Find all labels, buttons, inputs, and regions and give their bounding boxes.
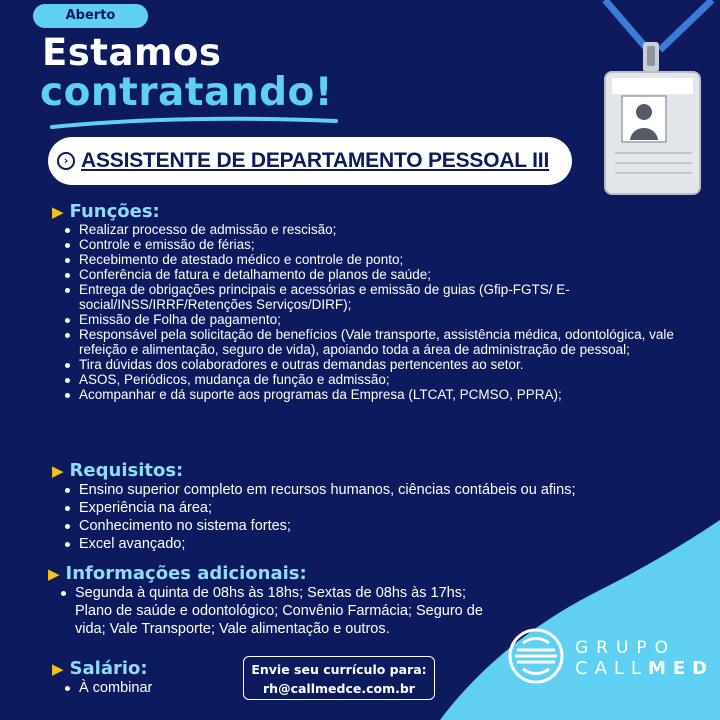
list-item: Entrega de obrigações principais e acessórias e emissão de guias (Gfip-FGTS/ E-social/INSS/IRRF/Retenções Serviços/DIRF);: [62, 282, 682, 312]
salary-title: Salário:: [69, 658, 148, 679]
title-line-1: Estamos: [42, 31, 222, 74]
list-item: Controle e emissão de férias;: [62, 237, 682, 252]
logo-text-callmed: CALLMED: [575, 658, 715, 679]
chevron-right-icon: ▶: [52, 660, 64, 678]
list-item: À combinar: [62, 679, 232, 697]
status-badge: Aberto: [33, 4, 148, 28]
functions-list: [52, 222, 682, 402]
id-badge-icon: [600, 0, 720, 200]
chevron-right-icon: ▶: [48, 565, 60, 583]
list-item: Responsável pela solicitação de benefícios (Vale transporte, assistência médica, odontológica, vale refeição e alimentação, seguro de vida), apoiando toda a área de administração de pessoal;: [62, 327, 682, 357]
cta-label: Envie seu currículo para:: [251, 662, 427, 677]
cta-email[interactable]: rh@callmedce.com.br: [263, 681, 415, 696]
list-item: ASOS, Periódicos, mudança de função e admissão;: [62, 372, 682, 387]
list-item: Realizar processo de admissão e rescisão;: [62, 222, 682, 237]
callmed-logo-icon: [505, 625, 567, 687]
requirements-list: [52, 481, 692, 553]
requirements-section: [52, 461, 692, 553]
list-item: Tira dúvidas dos colaboradores e outras demandas pertencentes ao setor.: [62, 357, 682, 372]
title-underline-stroke: [50, 115, 340, 131]
additional-list: [48, 584, 488, 638]
additional-info-section: [48, 564, 488, 638]
requirements-title: Requisitos:: [69, 460, 184, 481]
functions-section: [52, 202, 682, 402]
logo-text-group: GRUPO: [575, 638, 677, 658]
list-item: Segunda à quinta de 08hs às 18hs; Sextas de 08hs às 17hs; Plano de saúde e odontológico; Convênio Farmácia; Seguro de vida; Vale Transporte; Vale alimentação e outros.: [58, 584, 488, 638]
list-item: Emissão de Folha de pagamento;: [62, 312, 682, 327]
title-line-2: contratando!: [40, 70, 334, 115]
send-resume-box: [243, 656, 435, 700]
chevron-circle-icon: ›: [57, 152, 75, 170]
list-item: Experiência na área;: [62, 499, 692, 517]
list-item: Acompanhar e dá suporte aos programas da Empresa (LTCAT, PCMSO, PPRA);: [62, 387, 682, 402]
salary-section: [52, 659, 232, 697]
additional-title: Informações adicionais:: [65, 563, 307, 584]
salary-list: [52, 679, 232, 697]
list-item: Conferência de fatura e detalhamento de planos de saúde;: [62, 267, 682, 282]
role-title: ASSISTENTE DE DEPARTAMENTO PESSOAL III: [81, 149, 550, 172]
chevron-right-icon: ▶: [52, 462, 64, 480]
functions-title: Funções:: [69, 201, 160, 222]
list-item: Recebimento de atestado médico e controle de ponto;: [62, 252, 682, 267]
list-item: Conhecimento no sistema fortes;: [62, 517, 692, 535]
role-banner: [48, 137, 572, 185]
list-item: Excel avançado;: [62, 535, 692, 553]
list-item: Ensino superior completo em recursos humanos, ciências contábeis ou afins;: [62, 481, 692, 499]
chevron-right-icon: ▶: [52, 203, 64, 221]
